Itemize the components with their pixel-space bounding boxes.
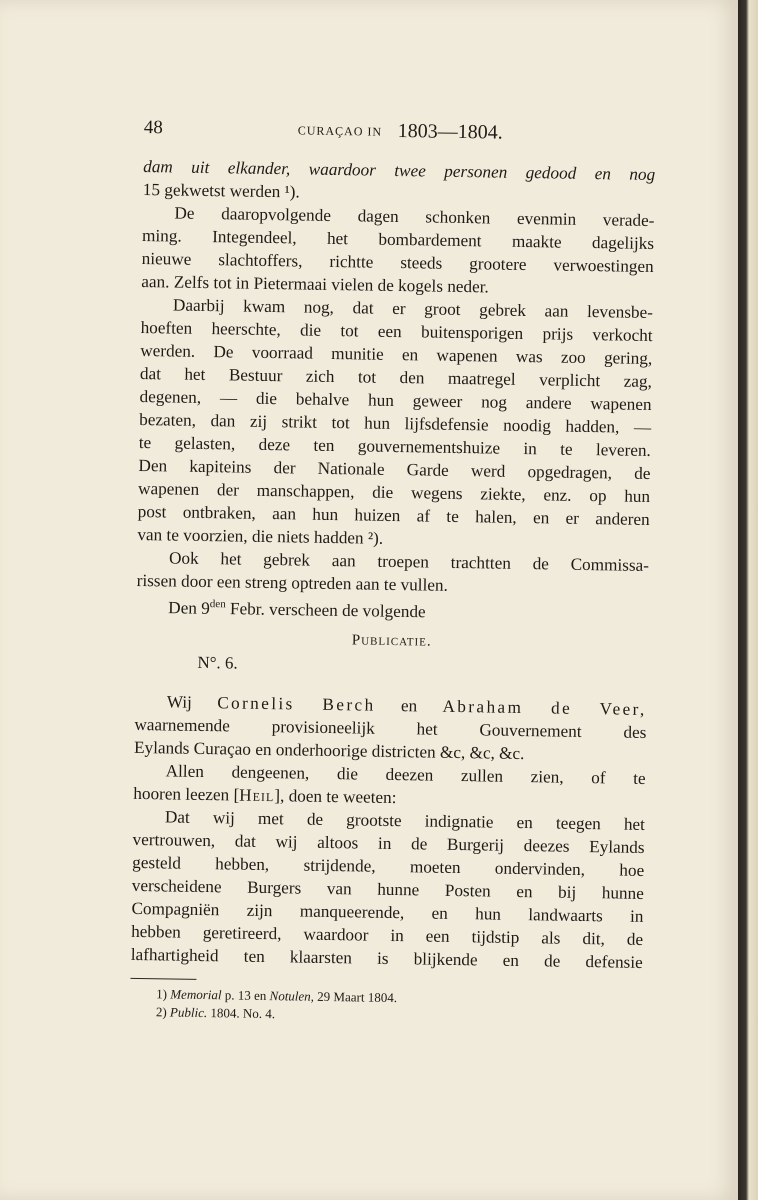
publication-number: N°. 6. [197,652,238,673]
footnote-2: 2) Public. 1804. No. 4. [155,1004,276,1022]
text-line: hooren leezen [Heil], doen te weeten: [133,783,397,808]
text-line: wapenen der manschappen, die wegens ziekte, enz. op hun [137,478,651,506]
text-line: post ontbraken, aan hun huizen af te halen, en er anderen [137,501,650,529]
page-content [130,115,656,1029]
text-line: Allen dengeenen, die deezen zullen zien, of te [165,761,646,788]
text-line: van te voorzien, die niets hadden ²). [137,524,384,548]
page-number: 48 [143,116,163,139]
running-years: 1803—1804. [397,119,503,144]
text-line: dat het Bestuur zich tot den maatregel verplicht zag, [139,363,653,392]
text-line: werden. De voorraad munitie en wapenen was zoo gering, [140,340,653,369]
text-line: vertrouwen, dat wij altoos in de Burgerij deezes Eylands [132,829,645,857]
text-line: dam uit elkander, waardoor twee personen gedood en nog [143,156,656,185]
text-line: Eylands Curaçao en onderhoorige districten &c, &c, &c. [133,737,525,764]
text-line: Daarbij kwam nog, dat er groot gebrek aan levensbe- [172,295,654,323]
text-line: nieuwe slachtoffers, richtte steeds grootere verwoestingen [141,248,654,277]
page-edge-strip [738,0,758,1200]
paragraph-3 [137,293,653,554]
text-line: gesteld hebben, strijdende, moeten ondervinden, hoe [132,852,645,880]
paragraph-5: Den $9^{den}$ Febr. verscheen de volgende [168,598,426,622]
paragraph-2 [141,201,654,301]
paragraph-4 [137,546,650,600]
text-line: 15 gekwetst werden ¹). [142,179,300,202]
text-line: Wij Cornelis Berch en Abraham de Veer, [166,692,647,719]
text-line: Dat wij met de grootste indignatie en teegen het [164,807,646,834]
footnote-rule [130,978,196,980]
text-line: te gelasten, deze ten gouvernementshuize in te leveren. [138,432,651,461]
running-title: CURAÇAO IN [297,123,383,139]
publication-paragraph-1 [134,690,647,767]
text-line: De daaropvolgende dagen schonken evenmin verade- [174,203,655,231]
running-head [143,115,656,163]
text-line: rissen door een streng optreden aan te vullen. [136,570,448,595]
text-line: Compagniën zijn manqueerende, en hun landwaarts in [131,898,644,926]
publication-heading: Publicatie. [351,632,432,650]
publication-paragraph-3 [131,805,645,974]
publication-paragraph-2 [133,759,646,813]
text-line: verscheidene Burgers van hunne Posten en bij hunne [131,875,644,903]
text-line: ming. Integendeel, het bombardement maakte dagelijks [141,225,655,254]
text-line: hoeften heerschte, die tot een buitensporigen prijs verkocht [140,317,653,346]
text-line: Den kapiteins der Nationale Garde werd opgedragen, de [138,455,651,483]
paragraph-1 [143,155,656,209]
text-line: hebben geretireerd, waardoor in een tijdstip als dit, de [131,921,644,949]
text-line: Ook het gebrek aan troepen trachtten de Commissa- [168,548,650,575]
footnote-1: 1) Memorial p. 13 en Notulen, 29 Maart 1804. [156,986,398,1006]
text-line: aan. Zelfs tot in Pietermaai vielen de kogels neder. [141,271,489,297]
text-line: waarnemende provisioneelijk het Gouvernement des [134,714,647,742]
text-line: degenen, — die behalve hun geweer nog andere wapenen [139,386,652,415]
text-line: bezaten, dan zij strikt tot hun lijfsdefensie noodig hadden, — [139,409,652,438]
text-line: lafhartigheid ten klaarsten is blijkende en de defensie [130,944,643,972]
